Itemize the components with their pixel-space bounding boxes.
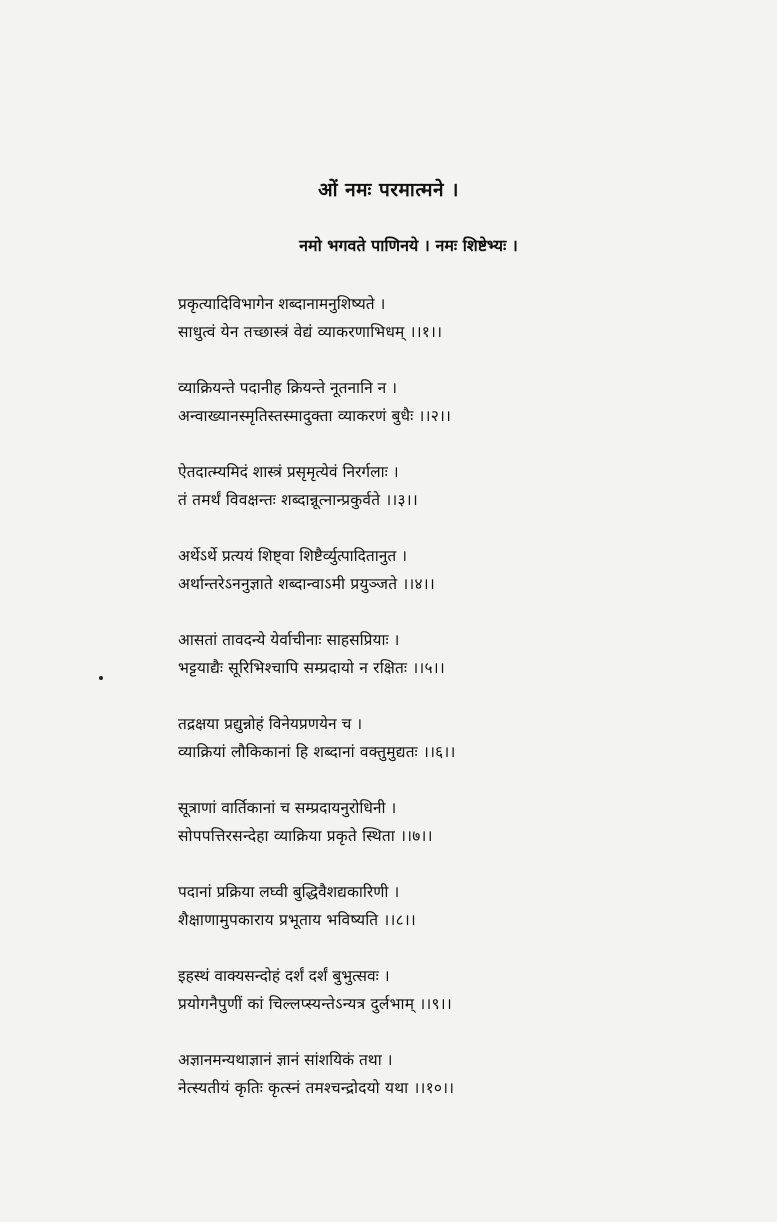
verse-line-1: तद्रक्षया प्रद्युन्नोहं विनेयप्रणयेन च । [178, 715, 363, 733]
verse-line-1: अर्थेऽर्थे प्रत्ययं शिष्ट्वा शिष्टैर्व्युत्पादितानुत । [178, 547, 407, 565]
verse-2 [178, 374, 598, 430]
verse-line-1: इहस्थं वाक्यसन्दोहं दर्शं दर्शं बुभुत्सवः । [178, 967, 390, 985]
verse-6 [178, 710, 598, 766]
verse-1 [178, 290, 598, 346]
ink-dot [99, 676, 103, 680]
verse-line-1: प्रकृत्यादिविभागेन शब्दानामनुशिष्यते । [178, 295, 386, 313]
verse-line-2: सोपपत्तिरसन्देहा व्याक्रिया प्रकृते स्थिता ।।७।। [178, 827, 433, 845]
verse-10 [178, 1046, 598, 1102]
verse-4 [178, 542, 598, 598]
verse-5 [178, 626, 598, 682]
verse-line-2: शैक्षाणामुपकाराय प्रभूताय भविष्यति ।।८।। [178, 911, 416, 929]
verse-line-2: अर्थान्तरेऽननुज्ञाते शब्दान्वाऽमी प्रयुञ्जते ।।४।। [178, 575, 435, 593]
verse-line-2: प्रयोगनैपुणीं कां चिल्लप्स्यन्तेऽन्यत्र दुर्लभाम् ।।९।। [178, 995, 452, 1013]
invocation-heading: ओं नमः परमात्मने । [318, 179, 459, 201]
verse-line-2: तं तमर्थं विवक्षन्तः शब्दान्नूत्नान्प्रकुर्वते ।।३।। [178, 491, 418, 509]
verse-3 [178, 458, 598, 514]
verse-list [178, 290, 598, 1130]
verse-line-1: सूत्राणां वार्तिकानां च सम्प्रदायनुरोधिनी । [178, 799, 397, 817]
verse-line-1: आसतां तावदन्ये येर्वाचीनाः साहसप्रियाः । [178, 631, 400, 649]
verse-line-1: अज्ञानमन्यथाज्ञानं ज्ञानं सांशयिकं तथा । [178, 1051, 393, 1069]
verse-8 [178, 878, 598, 934]
verse-7 [178, 794, 598, 850]
verse-9 [178, 962, 598, 1018]
verse-line-2: अन्वाख्यानस्मृतिस्तस्मादुक्ता व्याकरणं बुधैः ।।२।। [178, 407, 452, 425]
verse-line-2: भट्टयाद्यैः सूरिभिश्चापि सम्प्रदायो न रक्षितः ।।५।। [178, 659, 445, 677]
verse-line-1: व्याक्रियन्ते पदानीह क्रियन्ते नूतनानि न । [178, 379, 398, 397]
salutation-line: नमो भगवते पाणिनये । नमः शिष्टेभ्यः । [299, 236, 518, 255]
verse-line-1: पदानां प्रक्रिया लघ्वी बुद्धिवैशद्यकारिणी । [178, 883, 400, 901]
verse-line-1: ऐतदात्म्यमिदं शास्त्रं प्रसृमृत्येवं निरर्गलाः । [178, 463, 399, 481]
verse-line-2: व्याक्रियां लौकिकानां हि शब्दानां वक्तुमुद्यतः ।।६।। [178, 743, 456, 761]
verse-line-2: साधुत्वं येन तच्छास्त्रं वेद्यं व्याकरणाभिधम् ।।१।। [178, 323, 443, 341]
verse-line-2: नेत्स्यतीयं कृतिः कृत्स्नं तमश्चन्द्रोदयो यथा ।।१०।। [178, 1079, 455, 1097]
